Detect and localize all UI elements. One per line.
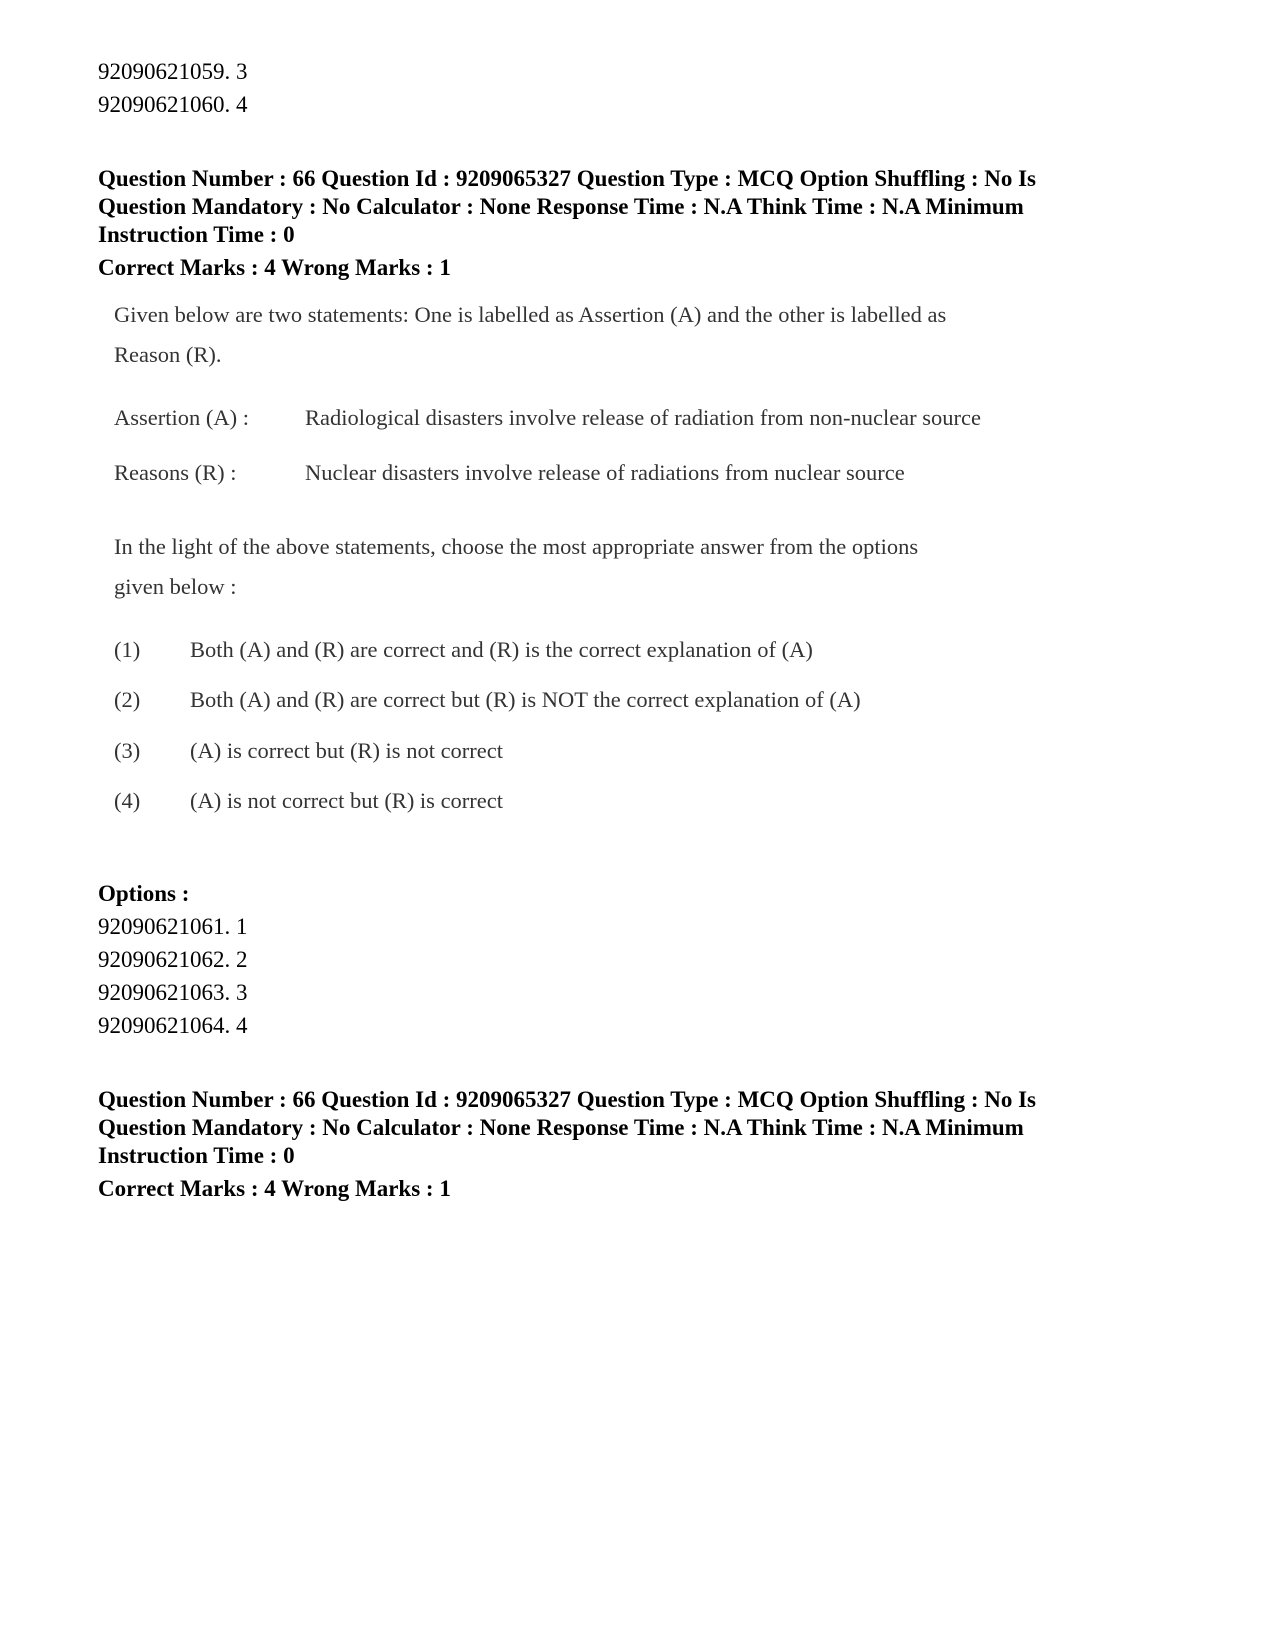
choice-number: (1) — [114, 637, 141, 662]
choice-text: Both (A) and (R) are correct but (R) is NOT the correct explanation of (A) — [190, 687, 861, 712]
choice-text: (A) is correct but (R) is not correct — [190, 738, 504, 763]
choice-number: (2) — [114, 687, 141, 712]
next-question-meta-line2: Question Mandatory : No Calculator : None Response Time : N.A Think Time : N.A Minimum — [98, 1115, 1024, 1140]
next-question-meta-line1: Question Number : 66 Question Id : 9209065327 Question Type : MCQ Option Shuffling : No Is — [98, 1087, 1037, 1112]
option-item: 92090621064. 4 — [98, 1013, 248, 1038]
question-intro-line2: Reason (R). — [114, 342, 222, 367]
option-item: 92090621062. 2 — [98, 947, 248, 972]
question-image — [98, 295, 1118, 865]
question-intro — [114, 295, 1114, 375]
question-meta-line3: Instruction Time : 0 — [98, 222, 295, 247]
option-item: 92090621061. 1 — [98, 914, 248, 939]
choice-number: (3) — [114, 738, 141, 763]
question-marks: Correct Marks : 4 Wrong Marks : 1 — [98, 255, 451, 280]
question-meta-line2: Question Mandatory : No Calculator : None Response Time : N.A Think Time : N.A Minimum — [98, 194, 1024, 219]
question-meta-line1: Question Number : 66 Question Id : 9209065327 Question Type : MCQ Option Shuffling : No Is — [98, 166, 1037, 191]
next-question-meta-line3: Instruction Time : 0 — [98, 1143, 295, 1168]
option-item: 92090621063. 3 — [98, 980, 248, 1005]
choice-text: Both (A) and (R) are correct and (R) is the correct explanation of (A) — [190, 637, 813, 662]
assertion-text: Radiological disasters involve release of radiation from non-nuclear source — [305, 405, 982, 430]
question-meta — [98, 165, 1178, 282]
next-question-meta — [98, 1086, 1178, 1203]
choice-text: (A) is not correct but (R) is correct — [190, 788, 504, 813]
reason-label: Reasons (R) : — [114, 460, 237, 485]
question-instruction-line1: In the light of the above statements, choose the most appropriate answer from the options — [114, 534, 919, 559]
assertion-label: Assertion (A) : — [114, 405, 249, 430]
next-question-marks: Correct Marks : 4 Wrong Marks : 1 — [98, 1176, 451, 1201]
question-intro-line1: Given below are two statements: One is labelled as Assertion (A) and the other is labelled as — [114, 302, 947, 327]
prev-option-3: 92090621059. 3 — [98, 59, 248, 84]
prev-option-4: 92090621060. 4 — [98, 92, 248, 117]
question-instruction-line2: given below : — [114, 574, 237, 599]
reason-text: Nuclear disasters involve release of radiations from nuclear source — [305, 460, 905, 485]
options-heading: Options : — [98, 881, 190, 906]
choice-number: (4) — [114, 788, 141, 813]
question-instruction — [114, 527, 1114, 607]
